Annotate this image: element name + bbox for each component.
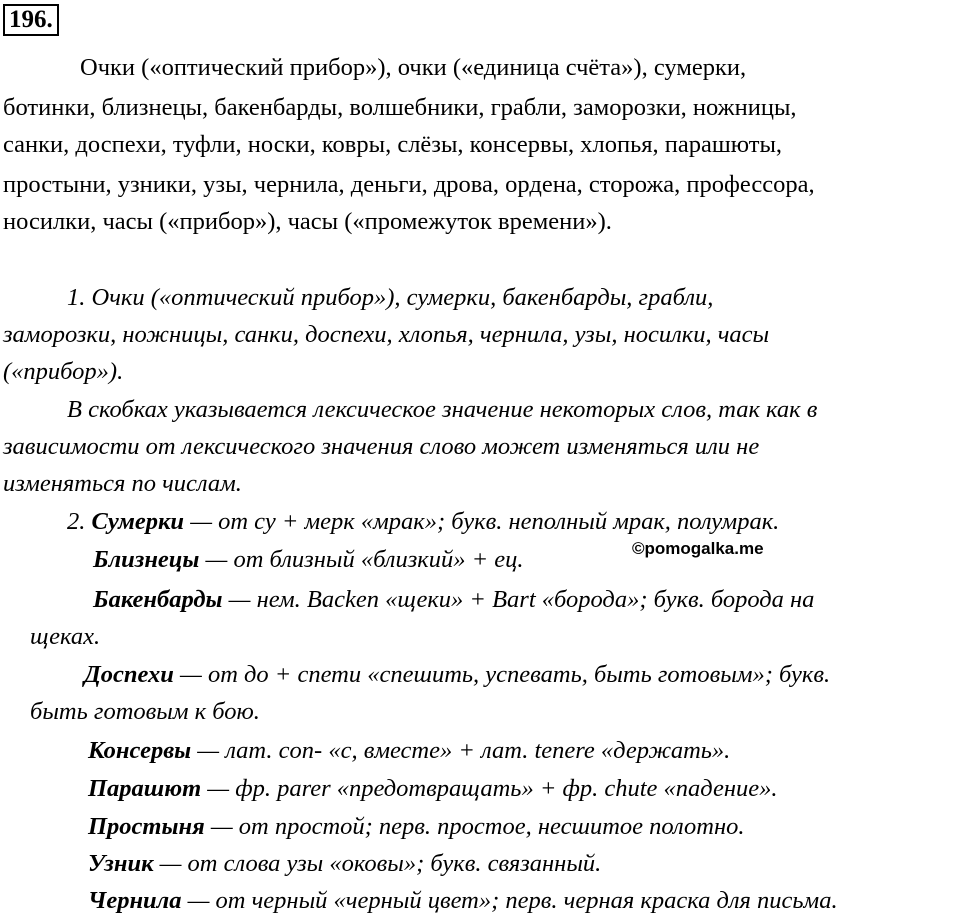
task-line: Очки («оптический прибор»), очки («единица счёта»), сумерки,	[80, 54, 747, 81]
etymology-text: — от су + мерк «мрак»; букв. неполный мрак, полумрак.	[184, 508, 780, 535]
etymology-term: Доспехи	[84, 661, 174, 688]
etymology-text: — от простой; перв. простое, несшитое полотно.	[204, 813, 745, 840]
task-line: санки, доспехи, туфли, носки, ковры, слёзы, консервы, хлопья, парашюты,	[3, 131, 783, 158]
etymology-item	[84, 660, 830, 690]
answer1-line: заморозки, ножницы, санки, доспехи, хлопья, чернила, узы, носилки, часы	[3, 321, 770, 348]
etymology-text: — фр. parer «предотвращать» + фр. chute «падение».	[201, 775, 778, 802]
etymology-text: — от черный «черный цвет»; перв. черная краска для письма.	[181, 887, 838, 914]
task-line: носилки, часы («прибор»), часы («промежуток времени»).	[3, 208, 612, 235]
etymology-text: — от до + спети «спешить, успевать, быть готовым»; букв.	[173, 661, 831, 688]
etymology-item	[93, 545, 524, 575]
etymology-text: — от близный «близкий» + ец.	[199, 546, 524, 573]
etymology-term: Сумерки	[91, 508, 185, 535]
etymology-text: — от слова узы «оковы»; букв. связанный.	[153, 850, 602, 877]
exercise-number: 196.	[3, 4, 59, 36]
etymology-item	[88, 886, 838, 916]
etymology-item	[67, 507, 779, 537]
etymology-item	[88, 849, 601, 879]
etymology-prefix: 2.	[67, 508, 86, 535]
answer1-line: 1. Очки («оптический прибор»), сумерки, бакенбарды, грабли,	[67, 284, 714, 311]
etymology-item	[88, 812, 744, 842]
etymology-continuation: щеках.	[30, 623, 101, 650]
etymology-term: Узник	[88, 850, 154, 877]
etymology-item	[88, 736, 730, 766]
etymology-item	[88, 774, 778, 804]
etymology-continuation: быть готовым к бою.	[30, 698, 260, 725]
etymology-text: — лат. con- «с, вместе» + лат. tenere «держать».	[191, 737, 731, 764]
etymology-term: Близнецы	[93, 546, 200, 573]
task-line: ботинки, близнецы, бакенбарды, волшебники, грабли, заморозки, ножницы,	[3, 94, 797, 121]
etymology-text: — нем. Backen «щеки» + Bart «борода»; букв. борода на	[222, 586, 815, 613]
etymology-item	[93, 585, 814, 615]
note-line: В скобках указывается лексическое значение некоторых слов, так как в	[67, 396, 818, 423]
etymology-term: Чернила	[88, 887, 182, 914]
etymology-term: Консервы	[88, 737, 192, 764]
etymology-term: Парашют	[88, 775, 202, 802]
etymology-term: Простыня	[88, 813, 205, 840]
etymology-term: Бакенбарды	[93, 586, 223, 613]
note-line: зависимости от лексического значения слово может изменяться или не	[3, 433, 760, 460]
watermark: ©pomogalka.me	[632, 539, 764, 558]
task-line: простыни, узники, узы, чернила, деньги, дрова, ордена, сторожа, профессора,	[3, 171, 815, 198]
answer1-line: («прибор»).	[3, 358, 124, 385]
note-line: изменяться по числам.	[3, 470, 242, 497]
